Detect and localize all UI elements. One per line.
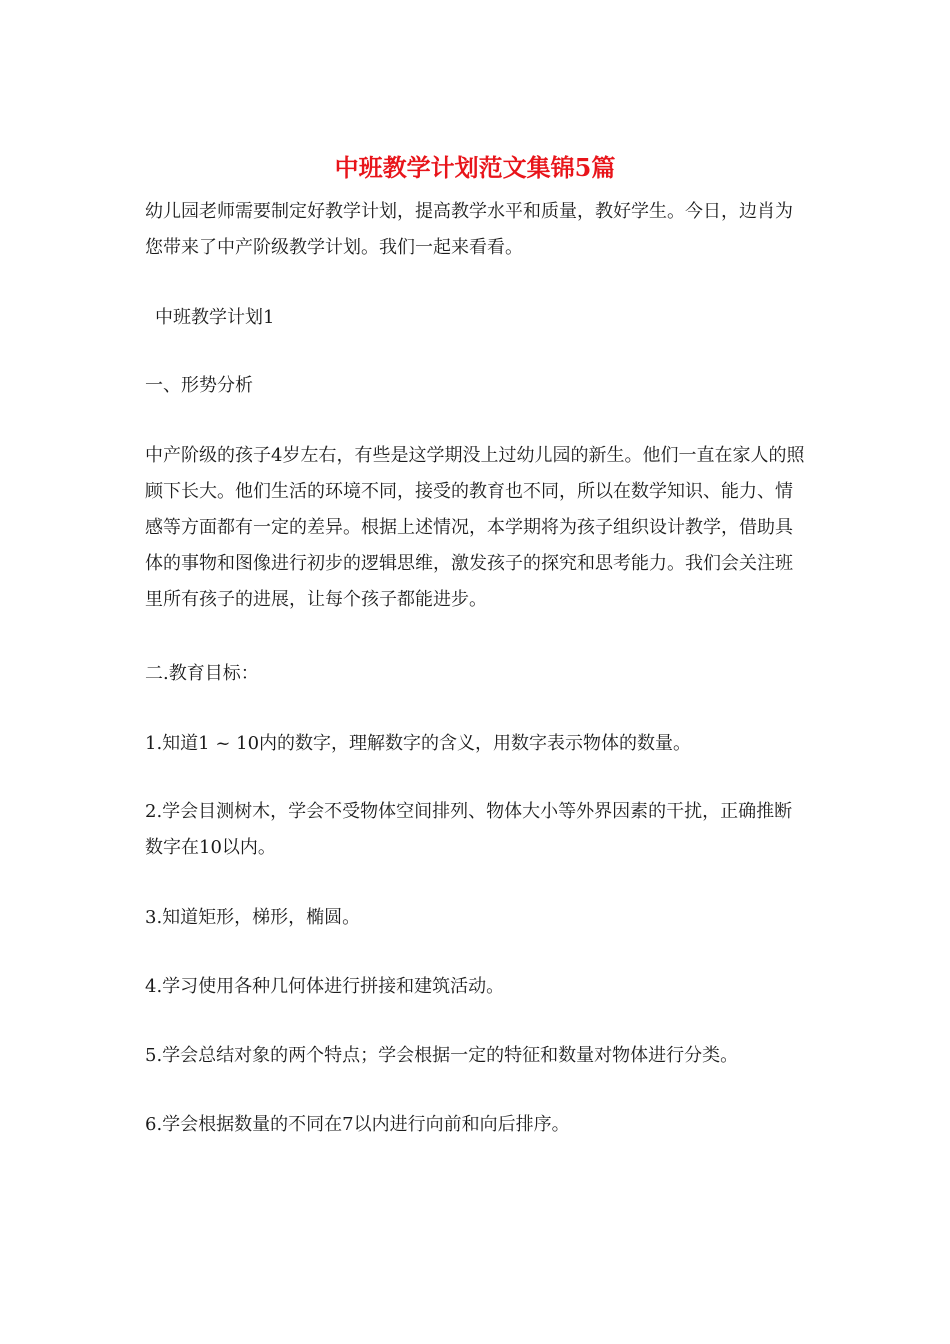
section-subtitle: 中班教学计划1 [155,307,275,328]
section1-heading: 一、形势分析 [145,375,253,396]
goal-item-1: 1.知道1 ~ 10内的数字，理解数字的含义，用数字表示物体的数量。 [145,733,692,754]
goal-item-3: 3.知道矩形，梯形，椭圆。 [145,907,361,928]
goal-item-6: 6.学会根据数量的不同在7以内进行向前和向后排序。 [145,1114,570,1135]
document-title: 中班教学计划范文集锦5篇 [334,153,616,182]
intro-paragraph: 幼儿园老师需要制定好教学计划，提高教学水平和质量，教好学生。今日，边肖为您带来了中产阶级教学计划。我们一起来看看。 [145,201,793,258]
goal-item-4: 4.学习使用各种几何体进行拼接和建筑活动。 [145,976,505,997]
goal-item-5: 5.学会总结对象的两个特点；学会根据一定的特征和数量对物体进行分类。 [145,1045,739,1066]
section2-heading: 二.教育目标： [145,663,259,684]
goal-item-2: 2.学会目测树木，学会不受物体空间排列、物体大小等外界因素的干扰，正确推断数字在10以内。 [145,801,793,858]
section1-body: 中产阶级的孩子4岁左右，有些是这学期没上过幼儿园的新生。他们一直在家人的照顾下长大。他们生活的环境不同，接受的教育也不同，所以在数学知识、能力、情感等方面都有一定的差异。根据上述情况，本学期将为孩子组织设计教学，借助具体的事物和图像进行初步的逻辑思维，激发孩子的探究和思考能力。我们会关注班里所有孩子的进展，让每个孩子都能进步。 [145,445,805,610]
